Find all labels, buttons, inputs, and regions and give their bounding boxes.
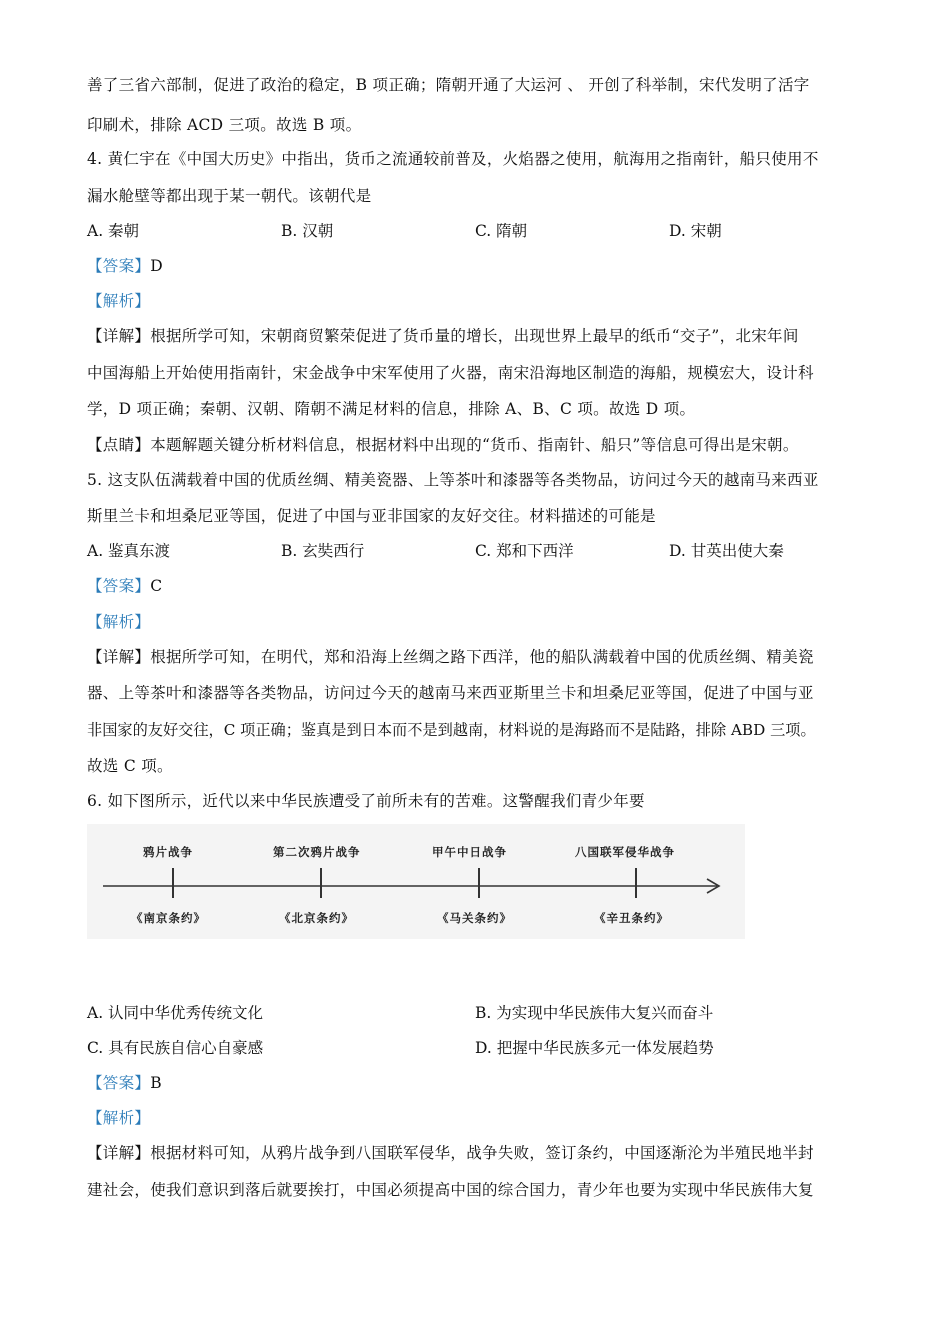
q6-detail: 建社会，使我们意识到落后就要挨打，中国必须提高中国的综合国力，青少年也要为实现中华民族伟大复 <box>87 1181 814 1199</box>
text-line: 善了三省六部制，促进了政治的稳定，B 项正确；隋朝开通了大运河 、 开创了科举制，宋代发明了活字 <box>87 76 810 94</box>
q5-analysis <box>87 611 150 633</box>
detail-tag: 【详解】 <box>87 648 151 666</box>
q5-option-b: B. 玄奘西行 <box>281 542 365 560</box>
detail-tag: 【详解】 <box>87 1144 151 1162</box>
q4-analysis <box>87 290 150 312</box>
timeline-figure <box>87 824 745 939</box>
q5-detail <box>87 646 814 668</box>
text-line: 印刷术，排除 ACD 三项。故选 B 项。 <box>87 116 362 134</box>
q5-detail: 故选 C 项。 <box>87 757 173 775</box>
q4-option-c: C. 隋朝 <box>475 222 528 240</box>
timeline-treaty-beijing: 《北京条约》 <box>279 911 354 925</box>
q5-detail: 非国家的友好交往，C 项正确；鉴真是到日本而不是到越南，材料说的是海路而不是陆路，排除 ABD 三项。 <box>87 721 816 739</box>
timeline-treaty-xinchou: 《辛丑条约》 <box>594 911 669 925</box>
detail-text: 根据材料可知，从鸦片战争到八国联军侵华，战争失败，签订条约，中国逐渐沦为半殖民地半封 <box>150 1144 814 1162</box>
q4-detail <box>87 325 799 347</box>
timeline-event-sino-japanese-war: 甲午中日战争 <box>432 845 507 859</box>
comment-tag: 【点睛】 <box>87 436 151 454</box>
q4-detail: 学，D 项正确；秦朝、汉朝、隋朝不满足材料的信息，排除 A、B、C 项。故选 D 项。 <box>87 400 696 418</box>
answer-value: D <box>150 257 163 275</box>
q5-answer <box>87 575 162 597</box>
q5-option-d: D. 甘英出使大秦 <box>669 542 784 560</box>
question-4-stem: 4. 黄仁宇在《中国大历史》中指出，货币之流通较前普及，火焰器之使用，航海用之指南针，船只使用不 <box>87 150 819 168</box>
q6-option-d: D. 把握中华民族多元一体发展趋势 <box>475 1039 714 1057</box>
timeline-event-opium-war: 鸦片战争 <box>143 845 193 859</box>
q5-option-a: A. 鉴真东渡 <box>87 542 171 560</box>
question-4-stem: 漏水舱壁等都出现于某一朝代。该朝代是 <box>87 187 372 205</box>
q5-option-c: C. 郑和下西洋 <box>475 542 574 560</box>
question-5-stem: 斯里兰卡和坦桑尼亚等国，促进了中国与亚非国家的友好交往。材料描述的可能是 <box>87 507 656 525</box>
answer-tag: 【答案】 <box>87 1074 151 1092</box>
q6-option-a: A. 认同中华优秀传统文化 <box>87 1004 264 1022</box>
question-6-stem: 6. 如下图所示，近代以来中华民族遭受了前所未有的苦难。这警醒我们青少年要 <box>87 792 645 810</box>
q6-detail <box>87 1142 814 1164</box>
q6-option-c: C. 具有民族自信心自豪感 <box>87 1039 264 1057</box>
analysis-tag: 【解析】 <box>87 292 151 310</box>
timeline-event-second-opium-war: 第二次鸦片战争 <box>273 845 361 859</box>
question-5-stem: 5. 这支队伍满载着中国的优质丝绸、精美瓷器、上等茶叶和漆器等各类物品，访问过今天的越南马来西亚 <box>87 471 819 489</box>
detail-tag: 【详解】 <box>87 327 151 345</box>
q6-option-b: B. 为实现中华民族伟大复兴而奋斗 <box>475 1004 714 1022</box>
analysis-tag: 【解析】 <box>87 1109 151 1127</box>
answer-tag: 【答案】 <box>87 577 151 595</box>
q5-detail: 器、上等茶叶和漆器等各类物品，访问过今天的越南马来西亚斯里兰卡和坦桑尼亚等国，促进了中国与亚 <box>87 684 814 702</box>
q4-option-b: B. 汉朝 <box>281 222 334 240</box>
answer-tag: 【答案】 <box>87 257 151 275</box>
answer-value: B <box>150 1074 162 1092</box>
q4-option-d: D. 宋朝 <box>669 222 722 240</box>
q4-option-a: A. 秦朝 <box>87 222 140 240</box>
timeline-treaty-maguan: 《马关条约》 <box>437 911 512 925</box>
q6-answer <box>87 1072 162 1094</box>
timeline-event-eight-nation-alliance: 八国联军侵华战争 <box>575 845 675 859</box>
analysis-tag: 【解析】 <box>87 613 151 631</box>
detail-text: 根据所学可知，在明代，郑和沿海上丝绸之路下西洋，他的船队满载着中国的优质丝绸、精美瓷 <box>150 648 814 666</box>
q4-answer <box>87 255 163 277</box>
q4-detail: 中国海船上开始使用指南针，宋金战争中宋军使用了火器，南宋沿海地区制造的海船，规模宏大，设计科 <box>87 364 814 382</box>
comment-text: 本题解题关键分析材料信息，根据材料中出现的“货币、指南针、船只”等信息可得出是宋朝。 <box>150 436 799 454</box>
timeline-treaty-nanjing: 《南京条约》 <box>131 911 206 925</box>
detail-text: 根据所学可知，宋朝商贸繁荣促进了货币量的增长，出现世界上最早的纸币“交子”，北宋年间 <box>150 327 799 345</box>
answer-value: C <box>150 577 163 595</box>
q4-comment <box>87 434 799 456</box>
q6-analysis <box>87 1107 150 1129</box>
